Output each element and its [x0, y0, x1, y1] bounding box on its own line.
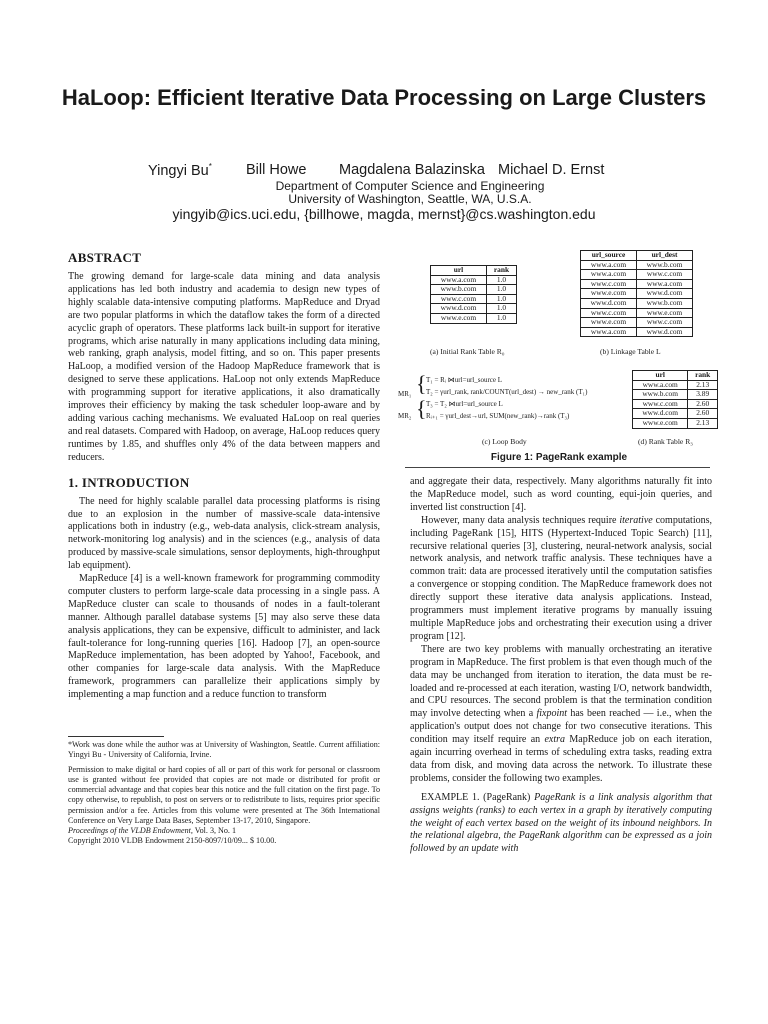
rank-table-r3: url rank www.a.com 2.13 www.b.com 3.89 www.c.com 2.60 www.d.com 2.60 www.e.com 2.13	[632, 370, 718, 429]
right-paragraph-2: However, many data analysis techniques require iterative computations, including PageRank [15], HITS (Hypertext-Induced Topic Search) [11], recursive relational queries [3], clustering, neural-network analysis, social network analysis, and network traffic analysis. These techniques have a common trait: data are processed iteratively until the computation satisfies a convergence or stopping condition. The MapReduce framework does not directly support these iterative data analysis applications. Instead, programmers must implement iterative programs by manually issuing multiple MapReduce jobs and orchestrating their execution using a driver program [12].	[410, 514, 712, 642]
table-cell: www.b.com	[637, 298, 693, 308]
footnote-permission: Permission to make digital or hard copies of all or part of this work for personal or classroom use is granted without fee provided that copies are not made or distributed for profit or commercial advantage and that copies bear this notice and the full citation on the first page. To copy otherwise, to republish, to post on servers or to redistribute to lists, requires prior specific permission and/or a fee. Articles from this volume were presented at The 36th International Conference on Very Large Data Bases, September 13-17, 2010, Singapore.	[68, 765, 380, 825]
paper-title: HaLoop: Efficient Iterative Data Processing on Large Clusters	[61, 85, 707, 110]
table-cell: www.d.com	[637, 289, 693, 299]
table-cell: www.b.com	[431, 285, 487, 295]
table-cell: www.d.com	[637, 327, 693, 337]
brace-2: {	[416, 396, 427, 421]
table-row	[431, 285, 517, 295]
author-4: Michael D. Ernst	[498, 162, 605, 178]
author-emails: yingyib@ics.uci.edu, {billhowe, magda, mernst}@cs.washington.edu	[172, 206, 596, 222]
footnote-copyright: Copyright 2010 VLDB Endowment 2150-8097/10/09... $ 10.00.	[68, 835, 277, 845]
table-row	[581, 270, 693, 280]
table-cell: 1.0	[487, 304, 517, 314]
table-cell: www.e.com	[637, 308, 693, 318]
table-cell: 3.89	[688, 390, 718, 400]
table-row	[633, 418, 718, 428]
linkage-table: url_source url_dest www.a.com www.b.com www.a.com www.c.com www.c.com www.a.com www.e.com www.d.com www.d.com www.b.com www.c.com www.e.com www.e.com www.c.com www.a.com www.d.com	[580, 250, 693, 337]
footnotes	[68, 740, 380, 846]
abstract-text: The growing demand for large-scale data mining and data analysis applications has led both industry and academia to design new types of highly scalable data-intensive computing platforms. MapReduce and Dryad are two popular platforms in which the dataflow takes the form of a directed acyclic graph of operators. These platforms lack built-in support for iterative programs, which arise naturally in many applications including data mining, web ranking, graph analysis, model fitting, and so on. This paper presents HaLoop, a modified version of the Hadoop MapReduce framework that is designed to serve these applications. HaLoop not only extends MapReduce with programming support for iterative applications, it also dramatically improves their efficiency by making the task scheduler loop-aware and by adding various caching mechanisms. We evaluated HaLoop on real queries and real datasets. Compared with Hadoop, on average, HaLoop reduces query runtimes by 1.85, and shuffles only 4% of the data between mappers and reducers.	[68, 271, 380, 463]
intro-paragraph-2: MapReduce [4] is a well-known framework for programming commodity computer clusters to perform large-scale data processing in a single pass. A MapReduce cluster can scale to thousands of nodes in a fault-tolerant manner. Although parallel database systems [5] may also serve these data analysis applications, they can be expensive, difficult to administer, and lack fault-tolerance for long-running queries [16]. Hadoop [7], an open-source MapReduce implementation, has been adopted by Yahoo!, Facebook, and other companies for large-scale data analysis. With the MapReduce framework, programmers can parallelize their applications simply by implementing a map function and a reduce function to transform	[68, 573, 380, 701]
caption-b: (b) Linkage Table L	[600, 347, 661, 356]
table-cell: www.c.com	[581, 279, 637, 289]
intro-heading: 1. INTRODUCTION	[68, 474, 190, 490]
table-cell: www.a.com	[581, 270, 637, 280]
table-cell: www.c.com	[581, 308, 637, 318]
table-cell: www.e.com	[431, 313, 487, 323]
table-cell: 2.13	[688, 418, 718, 428]
table-cell: www.c.com	[637, 318, 693, 328]
author-1: Yingyi Bu*	[148, 162, 212, 179]
right-paragraph-1: and aggregate their data, respectively. Many algorithms naturally fit into the MapReduce model, such as word counting, equi-join queries, and inverted list construction [4].	[410, 476, 712, 513]
mr2-label: MR₂	[398, 412, 412, 420]
loop-t1: T₁ = Rᵢ ⋈url=url_source L	[426, 376, 503, 384]
table-cell: www.a.com	[633, 380, 688, 390]
caption-a: (a) Initial Rank Table R₀	[430, 347, 505, 356]
affiliation	[160, 180, 660, 206]
table-cell: 2.60	[688, 399, 718, 409]
caption-d: (d) Rank Table R₃	[638, 437, 693, 446]
table-cell: 1.0	[487, 275, 517, 285]
abstract-heading: ABSTRACT	[68, 250, 142, 265]
table-cell: www.a.com	[637, 279, 693, 289]
loop-t2: T₂ = γurl_rank, rank/COUNT(url_dest) → new_rank (T₁)	[426, 388, 588, 396]
right-paragraph-3: There are two key problems with manually orchestrating an iterative program in MapReduce. The first problem is that even though much of the data may be unchanged from iteration to iteration, the data must be re-loaded and re-processed at each iteration, wasting I/O, network bandwidth, and CPU resources. The second problem is that the termination condition may involve detecting when a fixpoint has been reached — i.e., when the application's output does not change for two consecutive iterations. This condition may itself require an extra MapReduce job on each iteration, again incurring overhead in terms of scheduling extra tasks, reading extra data from disk, and moving data across the network. To illustrate these problems, consider the following two examples.	[410, 643, 712, 784]
brace-1: {	[416, 371, 427, 396]
loop-t3: T₃ = T₂ ⋈url=url_source L	[426, 400, 503, 408]
table-cell: www.c.com	[431, 294, 487, 304]
table-cell: 1.0	[487, 313, 517, 323]
table-cell: www.d.com	[581, 298, 637, 308]
table-cell: www.d.com	[431, 304, 487, 314]
table-row	[581, 298, 693, 308]
table-cell: www.e.com	[581, 318, 637, 328]
figure-rule	[405, 467, 710, 468]
right-column	[410, 476, 712, 856]
footnote-rule	[68, 736, 164, 737]
table-cell: www.c.com	[637, 270, 693, 280]
table-row	[581, 318, 693, 328]
table-cell: 1.0	[487, 294, 517, 304]
table-row	[431, 313, 517, 323]
table-cell: www.b.com	[637, 260, 693, 270]
table-row	[581, 327, 693, 337]
caption-c: (c) Loop Body	[482, 437, 527, 446]
footnote-proceedings: Proceedings of the VLDB Endowment, Vol. 3, No. 1	[68, 825, 237, 835]
initial-rank-table: url rank www.a.com 1.0 www.b.com 1.0 www.c.com 1.0 www.d.com 1.0 www.e.com 1.0	[430, 265, 517, 324]
affiliation-line-1: Department of Computer Science and Engineering	[275, 179, 545, 193]
table-row	[633, 390, 718, 400]
table-cell: 2.60	[688, 409, 718, 419]
table-cell: 1.0	[487, 285, 517, 295]
mr1-label: MR₁	[398, 390, 412, 398]
table-cell: www.b.com	[633, 390, 688, 400]
author-2: Bill Howe	[246, 162, 307, 178]
table-cell: 2.13	[688, 380, 718, 390]
left-column	[68, 250, 380, 702]
table-cell: www.a.com	[581, 260, 637, 270]
footnote-work: *Work was done while the author was at University of Washington, Seattle. Current affiliation: Yingyi Bu - University of California, Irvine.	[68, 740, 380, 760]
intro-paragraph-1: The need for highly scalable parallel data processing platforms is rising due to an explosion in the number of massive-scale data-intensive applications both in industry (e.g., web-data analysis, click-stream analysis, network-monitoring log analysis) and in the sciences (e.g., analysis of data produced by massive-scale simulations, sensor deployments, high-throughput lab equipment).	[68, 495, 380, 572]
table-cell: www.e.com	[633, 418, 688, 428]
figure-caption: Figure 1: PageRank example	[490, 452, 628, 463]
author-3: Magdalena Balazinska	[339, 162, 485, 178]
table-cell: www.a.com	[431, 275, 487, 285]
table-cell: www.d.com	[633, 409, 688, 419]
loop-r: Rᵢ₊₁ = γurl_dest→url, SUM(new_rank)→rank (T₃)	[426, 412, 570, 420]
table-cell: www.c.com	[633, 399, 688, 409]
affiliation-line-2: University of Washington, Seattle, WA, U.S.A.	[288, 192, 532, 206]
table-cell: www.e.com	[581, 289, 637, 299]
figure-pagerank	[400, 250, 718, 464]
table-cell: www.a.com	[581, 327, 637, 337]
example-1: EXAMPLE 1. (PageRank) PageRank is a link analysis algorithm that assigns weights (ranks) to each vertex in a graph by iteratively computing the weight of each vertex based on the weight of its inbound neighbors. In the relational algebra, the PageRank algorithm can be expressed as a join followed by an update with	[410, 791, 712, 855]
